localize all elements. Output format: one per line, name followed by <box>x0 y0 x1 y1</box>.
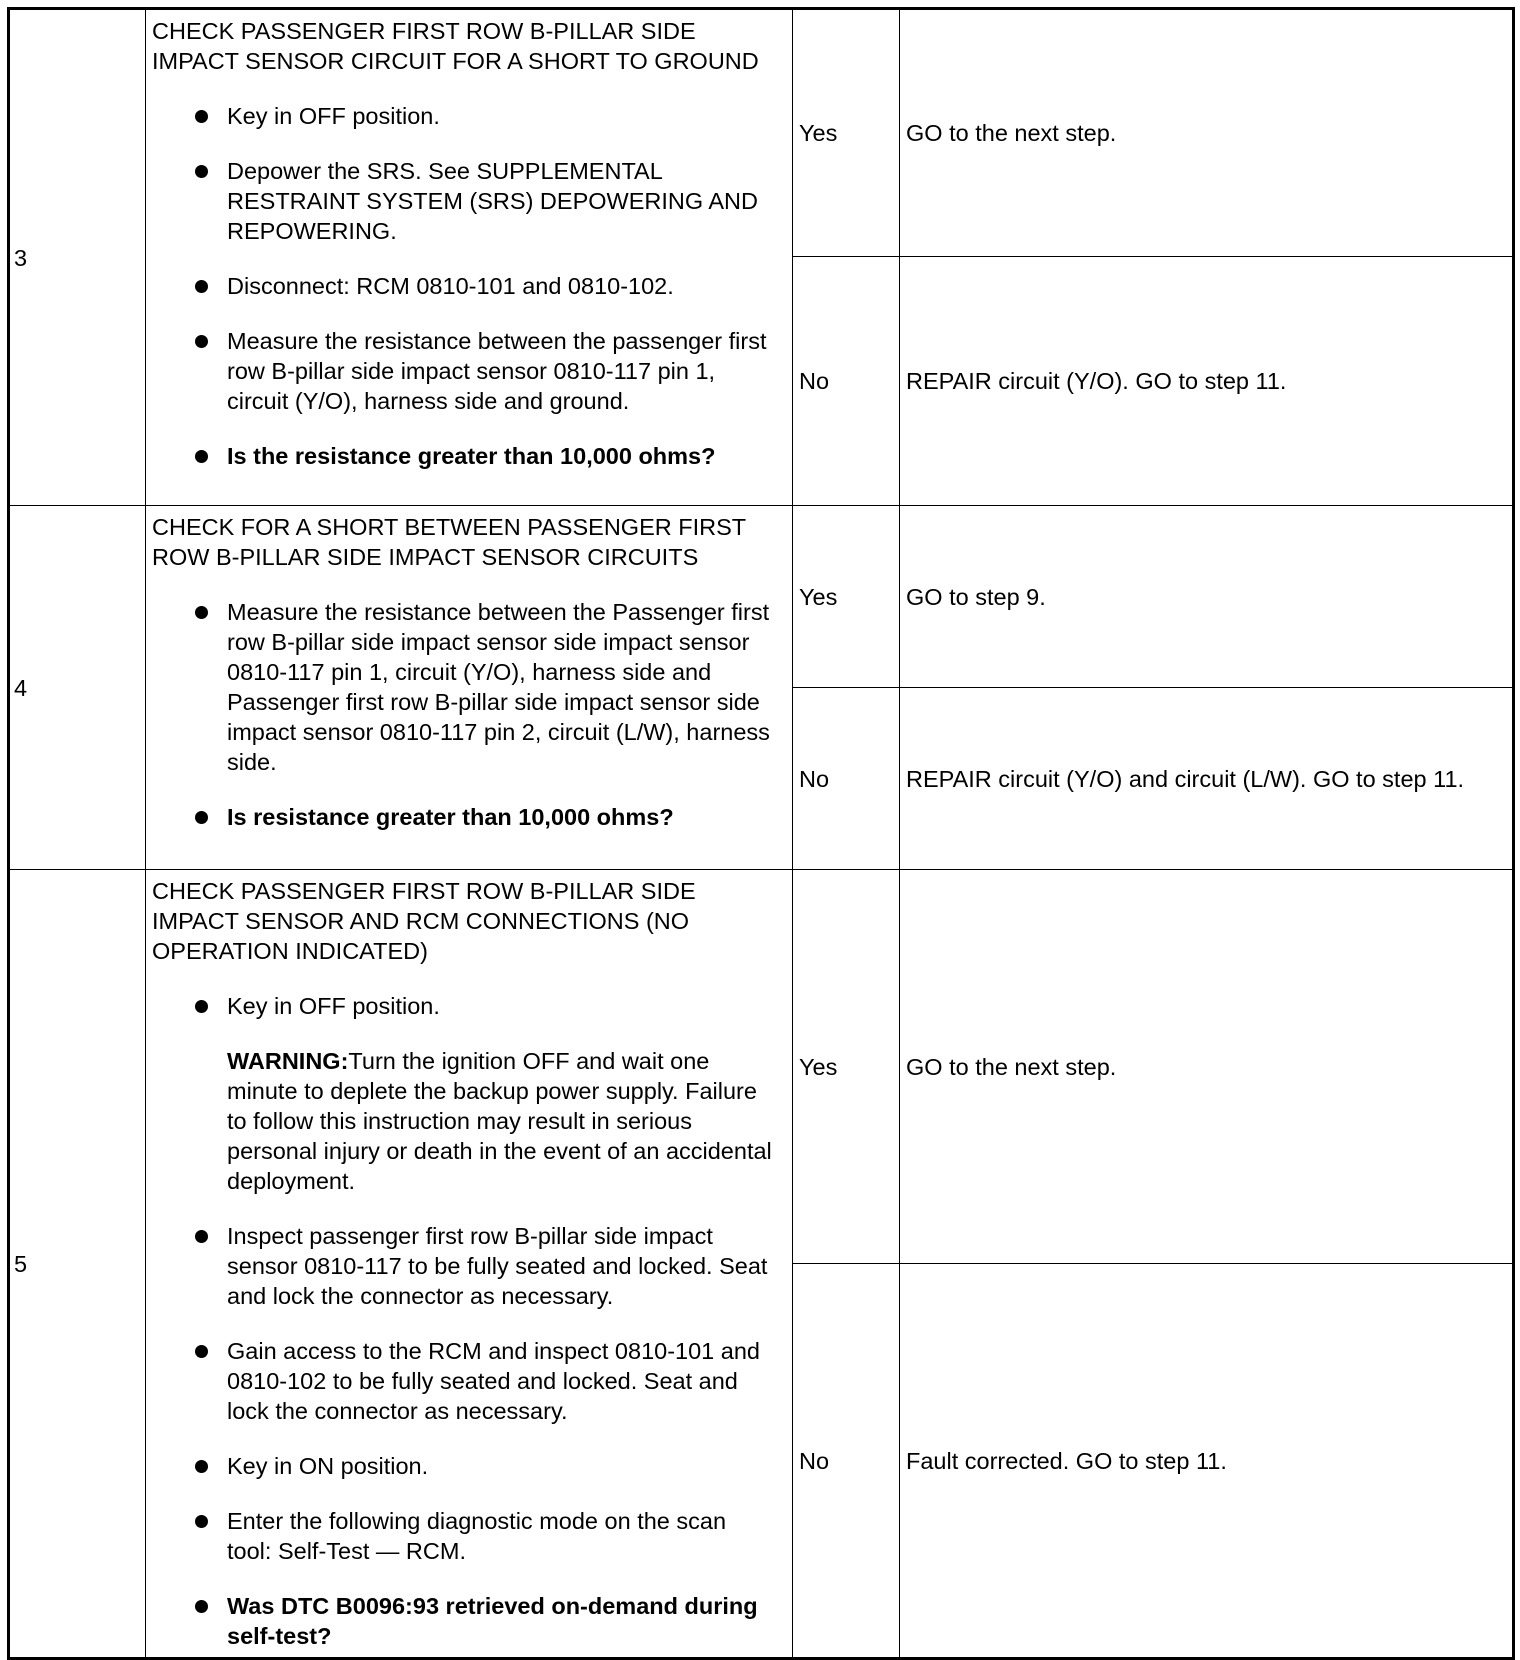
action-no: REPAIR circuit (Y/O) and circuit (L/W). GO to step 11. <box>900 688 1514 870</box>
instruction-list <box>152 597 776 832</box>
step-title: CHECK PASSENGER FIRST ROW B-PILLAR SIDE IMPACT SENSOR CIRCUIT FOR A SHORT TO GROUND <box>152 18 759 74</box>
warning-note <box>152 1046 776 1196</box>
diagnostic-table <box>7 7 1515 1660</box>
question: Is resistance greater than 10,000 ohms? <box>152 802 776 832</box>
table-row <box>9 870 1514 1264</box>
answer-yes: Yes <box>793 506 900 688</box>
list-item: Depower the SRS. See SUPPLEMENTAL RESTRAINT SYSTEM (SRS) DEPOWERING AND REPOWERING. <box>152 156 776 246</box>
test-step-cell <box>146 870 793 1659</box>
list-item: Measure the resistance between the passenger first row B-pillar side impact sensor 0810-117 pin 1, circuit (Y/O), harness side and ground. <box>152 326 776 416</box>
instruction-list <box>152 101 776 471</box>
warning-text: Turn the ignition OFF and wait one minute to deplete the backup power supply. Failure to follow this instruction may result in serious personal injury or death in the event of an accidental deployment. <box>227 1048 772 1194</box>
action-yes: GO to the next step. <box>900 870 1514 1264</box>
table-row <box>9 506 1514 688</box>
test-step-cell <box>146 9 793 506</box>
answer-yes: Yes <box>793 870 900 1264</box>
answer-no: No <box>793 1264 900 1659</box>
step-title: CHECK PASSENGER FIRST ROW B-PILLAR SIDE IMPACT SENSOR AND RCM CONNECTIONS (NO OPERATION INDICATED) <box>152 878 696 964</box>
table-row <box>9 9 1514 257</box>
instruction-list <box>152 991 776 1651</box>
step-number: 4 <box>9 506 146 870</box>
list-item: Gain access to the RCM and inspect 0810-101 and 0810-102 to be fully seated and locked. Seat and lock the connector as necessary. <box>152 1336 776 1426</box>
answer-no: No <box>793 257 900 506</box>
list-item: Key in OFF position. <box>152 101 776 131</box>
list-item: Key in ON position. <box>152 1451 776 1481</box>
action-no: REPAIR circuit (Y/O). GO to step 11. <box>900 257 1514 506</box>
test-step-cell <box>146 506 793 870</box>
list-item: Inspect passenger first row B-pillar side impact sensor 0810-117 to be fully seated and locked. Seat and lock the connector as necessary. <box>152 1221 776 1311</box>
list-item: Key in OFF position. <box>152 991 776 1021</box>
action-yes: GO to step 9. <box>900 506 1514 688</box>
action-yes: GO to the next step. <box>900 9 1514 257</box>
list-item: Measure the resistance between the Passenger first row B-pillar side impact sensor side impact sensor 0810-117 pin 1, circuit (Y/O), harness side and Passenger first row B-pillar side impact sensor side impact sensor 0810-117 pin 2, circuit (L/W), harness side. <box>152 597 776 777</box>
step-title: CHECK FOR A SHORT BETWEEN PASSENGER FIRST ROW B-PILLAR SIDE IMPACT SENSOR CIRCUITS <box>152 514 746 570</box>
step-number: 5 <box>9 870 146 1659</box>
answer-no: No <box>793 688 900 870</box>
list-item: Disconnect: RCM 0810-101 and 0810-102. <box>152 271 776 301</box>
action-no: Fault corrected. GO to step 11. <box>900 1264 1514 1659</box>
step-number: 3 <box>9 9 146 506</box>
warning-label: WARNING: <box>227 1048 349 1074</box>
question: Is the resistance greater than 10,000 ohms? <box>152 441 776 471</box>
answer-yes: Yes <box>793 9 900 257</box>
question: Was DTC B0096:93 retrieved on-demand during self-test? <box>152 1591 776 1651</box>
list-item: Enter the following diagnostic mode on the scan tool: Self-Test — RCM. <box>152 1506 776 1566</box>
